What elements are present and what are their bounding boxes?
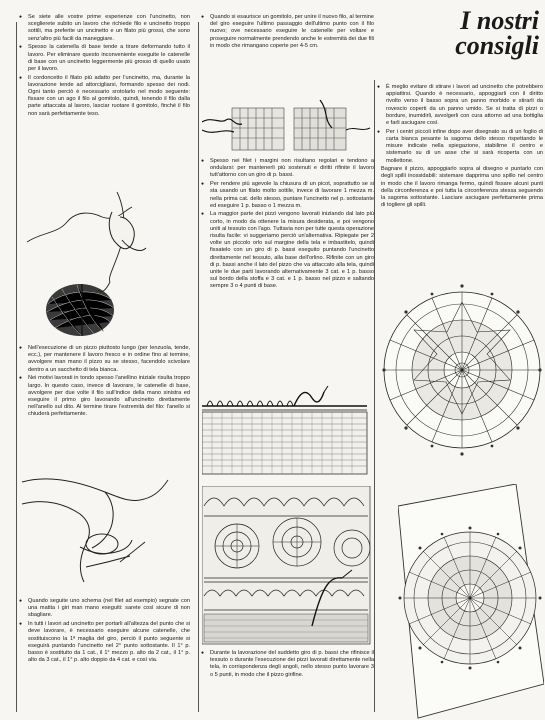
col2-mid-text [199,158,374,292]
title-line-1: I nostri [460,6,539,35]
tip-paragraph: ● Nell'esecuzione di un pizzo piuttosto lungo (per lenzuola, tende, ecc.), per mantenere il lavoro fresco e in ordine fino al termine, avvolgere man mano il pizzo su se stesso, facendolo scivolare dentro a un sacchetto di tela bianca. [17,345,190,374]
page-title [380,0,545,72]
tip-paragraph: ● Se siete alle vostre prime esperienze con l'uncinetto, non sceglierete subito un lavoro che richiede filo e uncinetto troppo sottili, ma preferite un uncinetto e un filato più grossi, che sono senz'altro più facili da maneggiare. [17,14,190,43]
tip-paragraph: ● La maggior parte dei pizzi vengono lavorati iniziando dal lato più corto, in modo da ottenere la misura desiderata, e poi vengono uniti al tessuto con l'ago. Tuttavia non per tutte questa operazione risulta facile: vi suggeriamo perciò un'alternativa. Ripiegate per 2 volte un piccolo orlo sul margine della tela e imbastitelo, quindi fissatelo con un giro di p. bassi eseguito puntando l'uncinetto direttamente nel tessuto, alla base dell'orlino. Rifinite con un giro di p. bassi anche il lato del pizzo che va attaccato alla tela, quindi unite le due parti lavorando alternativamente 3 cat. e 1 p. basso sul bordo della stoffa e 3 cat. e 1 p. basso nel pizzo e saltando sempre 3 o 4 punti di base. [199,211,374,290]
tip-paragraph: ● È meglio evitare di stirare i lavori ad uncinetto che potrebbero appiattirsi. Quando è necessario, appoggiarli con il diritto rivolto verso il basso sopra un panno morbido e stirarli da rovescio coperti da un panno umido. Se si tratta di pizzi o bordure, inumidirli, avvolgerli con cura attorno ad una bottiglia e farli asciugare così. [375,84,543,127]
tip-paragraph: ● Quando seguite uno schema (nel filet ad esempio) segnate con una matita i giri man mano eseguiti: sarete così sicure di non sbagliare. [17,598,190,620]
lace-to-fabric-illustration [202,384,372,476]
tip-paragraph: ● Quando si esaurisce un gomitolo, per unire il nuovo filo, al termine del giro eseguire l'ultimo passaggio dell'ultimo punto con il filo nuovo; ove necessario eseguire le catenelle per voltare e proseguire normalmente prendendo anche le estremità dei due fili in modo che rimangano coperte per 4-5 cm. [199,14,374,50]
finger-loop-illustration [20,452,188,592]
pinned-doily-illustration [382,282,542,458]
tip-paragraph: ● Spesso nei filet i margini non risultano regolari e tendono a ondularsi: per mantenerli più sostenuti e diritti rifinite il lavoro tutt'attorno con un giro di p. bassi. [199,158,374,180]
lace-border-illustration [202,486,372,646]
tip-paragraph: Bagnare il pizzo, appoggiarlo sopra al disegno e puntarlo con degli spilli inossidabili: sistemare dapprima uno spillo nel centro in modo che il lavoro rimanga fermo, quindi fissare alcuni punti della circonferenza e poi tutta la circonferenza stessa seguendo la sagoma sottostante. Lasciare asciugare perfettamente prima di togliere gli spilli. [381,166,543,209]
tip-paragraph: ● Per i centri piccoli infine dopo aver disegnato su di un foglio di carta bianca pesante la sagoma dello stesso rispettando le misure indicate nella spiegazione, stabilirne il centro e sistemarlo su di un asse che si sarà ricoperta con un mollettone. [375,129,543,165]
tip-paragraph: ● Spesso la catenella di base tende a tirare deformando tutto il lavoro. Per eliminare questo inconveniente eseguite le catenelle di base con un uncinetto leggermente più grosso di quello usato per il lavoro. [17,44,190,73]
yarn-unwinding-illustration [22,182,187,342]
tip-paragraph: ● Per rendere più agevole la chiusura di un picot, soprattutto se si sta usando un filato molto sottile, invece di lavorare 1 mezza m. nella prima cat. dello stesso, puntare l'uncinetto nel p. sottostante ed eseguire 1 p. basso o 1 mezza m. [199,181,374,210]
thread-joining-illustration [202,100,372,154]
col1-bottom-text [17,598,190,666]
tip-paragraph: ● In tutti i lavori ad uncinetto per portarli all'altezza del punto che si deve lavorare, è necessario eseguire alcune catenelle, che sostituiscono la 1ª maglia del giro, perciò il punto seguente si eseguirà puntando l'uncinetto nel 2° punto sottostante. Il 1° p. basso è sostituito da 1 cat., il 1° mezzo p. alto da 2 cat., il 1° p. alto da 3 cat., il 1° p. alto doppio da 4 cat. e così via. [17,621,190,664]
col2-top-text [199,14,374,52]
tip-paragraph: ● Il cordoncetto il filato più adatto per l'uncinetto, ma, durante la lavorazione tende ad attorcigliarsi, formando spesso dei nodi. Ogni tanto perciò è necessario srotolarlo nel modo seguente: fissare con un ago il filo al gomitolo, quindi, tenendo il filo dalla parte attaccata al lavoro, lasciar ruotare il gomitolo, finché il filo non sarà perfettamente teso. [17,75,190,118]
tip-paragraph: ● Durante la lavorazione del suddetto giro di p. bassi che rifinisce il tessuto o durante l'esecuzione dei pizzi lavorati direttamente nella tela, in corrispondenza degli angoli, nello stesso punto lavorare 3 o 5 punti, in modo che il pizzo girifine. [199,650,374,679]
col3-text [375,84,543,211]
doily-on-paper-illustration [398,484,544,720]
column-rule-2 [198,22,199,712]
title-line-2: consigli [455,31,539,60]
col1-mid-text [17,345,190,420]
col2-bottom-text [199,650,374,680]
tip-paragraph: ● Nei motivi lavorati in tondo spesso l'anellino iniziale risulta troppo largo. In questo caso, invece di lavorare, le catenelle di base, avvolgere per due volte il filo sull'indice della mano sinistra ed eseguire il primo giro lavorando all'uncinetto direttamente nell'anello sul dito. Al termine tirare l'estremità del filo: l'anello si chiuderà perfettamente. [17,375,190,418]
col1-top-text [17,14,190,119]
